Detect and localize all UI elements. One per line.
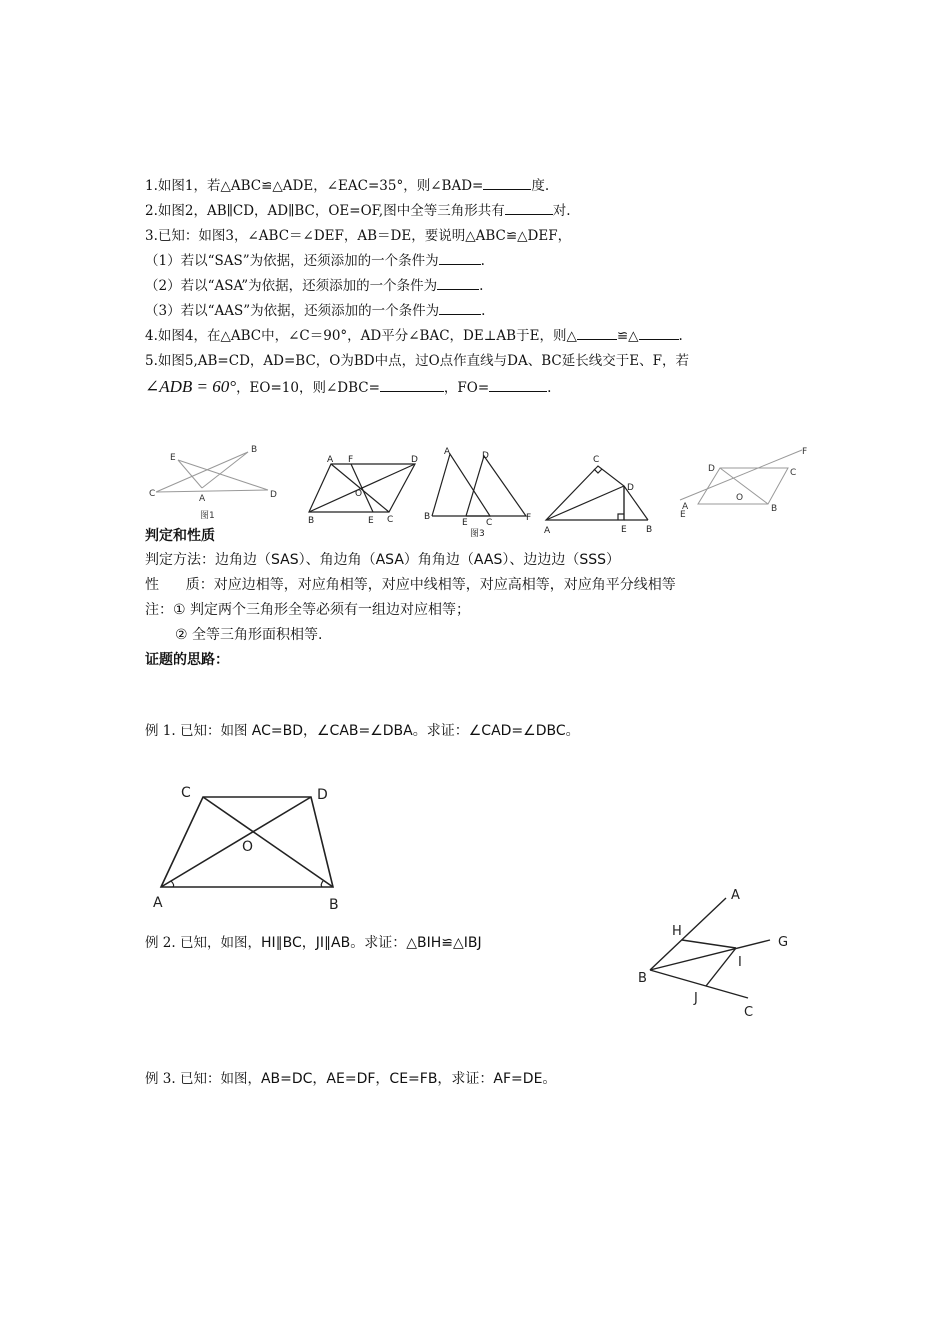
q2-text: 2.如图2，AB∥CD，AD∥BC，OE=OF,图中全等三角形共有	[145, 203, 505, 219]
fig1-caption: 图1	[200, 511, 215, 521]
fig3-label: A	[444, 447, 451, 457]
fig3-label: C	[486, 518, 493, 528]
fig2-label: A	[327, 455, 334, 465]
question-3-sub-3: （3）若以“AAS”为依据，还须添加的一个条件为 .	[145, 300, 485, 322]
fig2-label: D	[411, 455, 418, 465]
question-1: 1.如图1，若△ABC≌△ADE，∠EAC=35°，则∠BAD= 度.	[145, 175, 549, 197]
example-2: 例 2. 已知，如图，HI∥BC，JI∥AB。求证：△BIH≌△IBJ	[145, 935, 482, 951]
ex1-label: C	[181, 785, 191, 801]
example-3: 例 3. 已知：如图，AB=DC，AE=DF，CE=FB，求证：AF=DE。	[145, 1071, 557, 1087]
ex2-label: H	[672, 924, 682, 939]
question-5-cont: ∠ADB = 60°，EO=10，则∠DBC= ，FO= .	[145, 377, 552, 396]
ex2-label: G	[778, 935, 789, 950]
fig4-label: B	[646, 525, 653, 535]
fig5-label: F	[802, 447, 808, 457]
ex2-label: B	[638, 971, 647, 986]
figure-2	[303, 450, 431, 530]
fig1-label: B	[251, 445, 258, 455]
figure-4	[540, 450, 665, 540]
properties: 性 质：对应边相等，对应角相等，对应中线相等，对应高相等，对应角平分线相等	[145, 577, 676, 593]
question-3: 3.已知：如图3，∠ABC＝∠DEF，AB＝DE，要说明△ABC≌△DEF，	[145, 228, 572, 244]
question-3-sub-2: （2）若以“ASA”为依据，还须添加的一个条件为 .	[145, 275, 483, 297]
fig5-label: D	[708, 464, 715, 474]
fig5-label: B	[771, 504, 778, 514]
q1-text: 1.如图1，若△ABC≌△ADE，∠EAC=35°，则∠BAD=	[145, 178, 484, 194]
ex2-label: I	[738, 955, 742, 970]
fig4-label: C	[593, 455, 600, 465]
fig1-label: E	[170, 453, 176, 463]
fig4-label: E	[621, 525, 627, 535]
judgment-methods: 判定方法：边角边（SAS）、角边角（ASA）角角边（AAS）、边边边（SSS）	[145, 552, 621, 568]
fig2-label: C	[387, 515, 394, 525]
fig5-label: O	[736, 493, 744, 503]
ex2-label: J	[694, 991, 698, 1006]
ex2-label: A	[731, 888, 740, 903]
fig4-label: D	[627, 483, 634, 493]
fig3-label: D	[482, 451, 489, 461]
figure-3	[422, 446, 537, 541]
fig1-label: C	[149, 489, 156, 499]
fig3-label: E	[462, 518, 468, 528]
q1-blank	[483, 175, 531, 190]
fig3-label: B	[424, 512, 431, 522]
fig5-label: E	[680, 510, 686, 517]
fig3-label: F	[526, 513, 532, 523]
fig2-label: F	[348, 455, 354, 465]
note-1: 注：① 判定两个三角形全等必须有一组边对应相等；	[145, 602, 470, 618]
figure-5	[676, 442, 811, 517]
fig5-label: A	[682, 502, 689, 512]
ex2-label: C	[744, 1005, 754, 1020]
question-5: 5.如图5,AB=CD，AD=BC，O为BD中点，过O点作直线与DA、BC延长线交于E、F，若	[145, 353, 689, 369]
question-2: 2.如图2，AB∥CD，AD∥BC，OE=OF,图中全等三角形共有 对.	[145, 200, 571, 222]
fig5-label: C	[790, 468, 797, 478]
q2-blank	[505, 200, 553, 215]
section-heading-judgment: 判定和性质	[145, 528, 215, 544]
fig3-caption: 图3	[470, 529, 485, 539]
fig2-label: B	[308, 516, 315, 526]
ex1-label: B	[329, 897, 339, 913]
ex1-label: A	[153, 895, 163, 911]
ex1-label: D	[317, 787, 328, 803]
question-4: 4.如图4，在△ABC中，∠C＝90°，AD平分∠BAC，DE⊥AB于E，则△ ≌△ .	[145, 325, 683, 347]
example-2-figure	[630, 882, 800, 1022]
fig2-label: O	[355, 489, 363, 499]
example-1: 例 1. 已知：如图 AC=BD，∠CAB=∠DBA。求证：∠CAD=∠DBC。	[145, 723, 580, 739]
fig1-label: A	[199, 494, 206, 504]
section-heading-proof: 证题的思路：	[145, 652, 229, 668]
q5-formula: ∠ADB = 60°	[145, 377, 237, 396]
fig2-label: E	[368, 516, 374, 526]
ex1-label: O	[242, 839, 254, 855]
fig4-label: A	[544, 526, 551, 536]
example-1-figure	[145, 775, 360, 915]
note-2: ② 全等三角形面积相等.	[175, 627, 323, 643]
question-3-sub-1: （1）若以“SAS”为依据，还须添加的一个条件为 .	[145, 250, 485, 272]
figure-1	[148, 440, 283, 525]
fig1-label: D	[270, 490, 277, 500]
